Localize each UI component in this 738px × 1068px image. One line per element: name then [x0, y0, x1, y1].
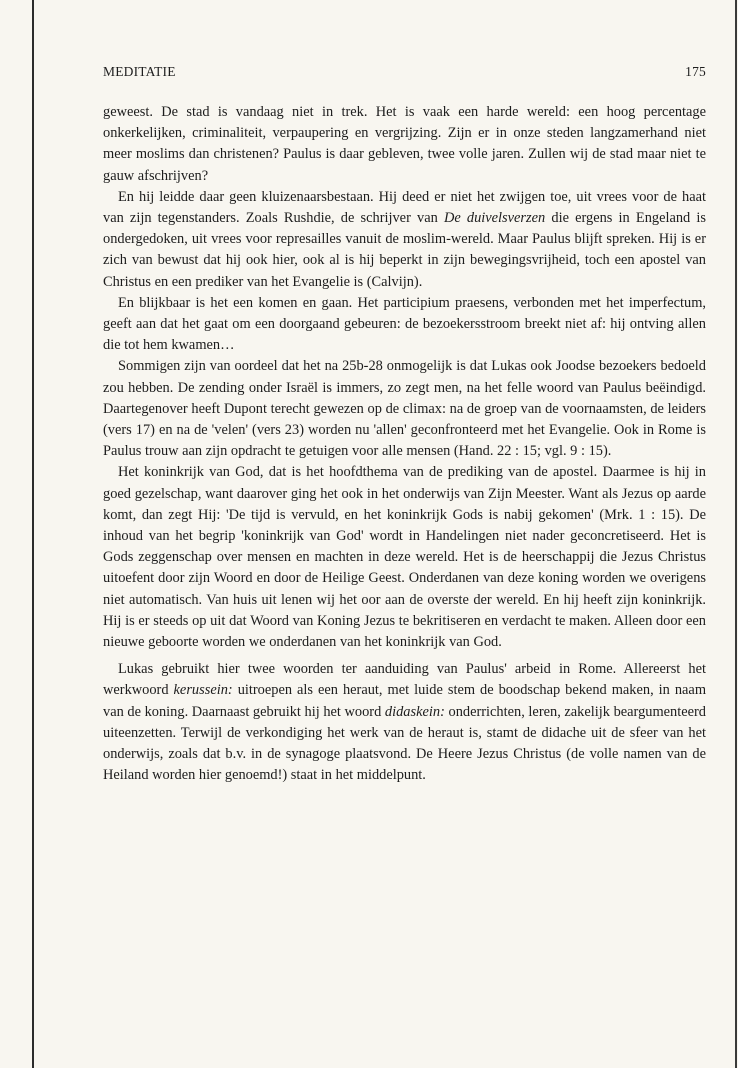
scan-edge-right	[735, 0, 737, 1068]
paragraph-6	[103, 659, 706, 786]
paragraph-6-part-b: uitroepen als een heraut, met luide stem de boodschap bekend maken, in naam van de koning. Daarnaast gebruikt hij het woord	[103, 682, 707, 720]
paragraph-5: Het koninkrijk van God, dat is het hoofdthema van de prediking van de apostel. Daarmee is hij in goed gezelschap, want daarover ging het ook in het onderwijs van Zijn Meester. Want als Jezus op aarde komt, dan zegt Hij: 'De tijd is vervuld, en het koninkrijk Gods is nabij gekomen' (Mrk. 1 : 15). De inhoud van het begrip 'koninkrijk van God' wordt in Handelingen niet nader geconcretiseerd. Het is Gods zeggenschap over mensen en machten in deze wereld. Het is de heerschappij die Jezus Christus uitoefent door zijn Woord en door de Heilige Geest. Onderdanen van deze koning worden we overigens niet automatisch. Van huis uit lenen wij het oor aan de overste der wereld. En hij heeft zijn koninkrijk. Hij is er steeds op uit dat Woord van Koning Jezus te bekritiseren en verdacht te maken. Alleen door een nieuwe geboorte worden we onderdanen van het koninkrijk van God.	[103, 464, 706, 651]
paragraph-2	[103, 187, 706, 293]
paragraph-2-part-a: En hij leidde daar geen kluizenaarsbestaan. Hij deed er niet het zwijgen toe, uit vrees voor de haat van zijn tegenstanders. Zoals Rushdie, de schrijver van	[103, 188, 706, 227]
scan-edge-left	[32, 0, 34, 1068]
paragraph-2-italic-title: De duivelsverzen	[443, 210, 546, 227]
section-title: MEDITATIE	[103, 64, 176, 79]
paragraph-6-part-a: Lukas gebruikt hier twee woorden ter aanduiding van Paulus' arbeid in Rome. Allereerst het werkwoord	[103, 661, 706, 699]
body-text	[103, 102, 706, 787]
paragraph-2-part-b: die ergens in Engeland is ondergedoken, uit vrees voor represailles vanuit de moslim-wereld. Maar Paulus blijft spreken. Hij is er zich van bewust dat hij ook hier, ook al is hij beperkt in zijn bewegingsvrijheid, toch een apostel van Christus en een prediker van het Evangelie is (Calvijn).	[103, 210, 706, 290]
paragraph-1: geweest. De stad is vandaag niet in trek. Het is vaak een harde wereld: een hoog percentage onkerkelijken, criminaliteit, verpaupering en vergrijzing. Zijn er in onze steden langzamerhand niet meer moslims dan christenen? Paulus is daar gebleven, twee volle jaren. Zullen wij de stad maar niet te gauw afschrijven?	[103, 104, 706, 184]
paragraph-4: Sommigen zijn van oordeel dat het na 25b-28 onmogelijk is dat Lukas ook Joodse bezoekers bedoeld zou hebben. De zending onder Israël is immers, zo zegt men, na het felle woord van Paulus beëindigd. Daartegenover heeft Dupont terecht gewezen op de climax: na de groep van de voornaamsten, de leiders (vers 17) en na de 'velen' (vers 23) worden nu 'allen' geconfronteerd met het Evangelie. Ook in Rome is Paulus trouw aan zijn opdracht te getuigen voor alle mensen (Hand. 22 : 15; vgl. 9 : 15).	[103, 358, 706, 460]
running-head	[103, 64, 706, 80]
paragraph-6-italic-kerussein: kerussein:	[173, 682, 233, 699]
paragraph-3: En blijkbaar is het een komen en gaan. Het participium praesens, verbonden met het imperfectum, geeft aan dat het gaat om een doorgaand gebeuren: de bezoekersstroom breekt niet af: hij ontving allen die tot hem kwamen…	[103, 294, 706, 354]
paragraph-6-part-c: onderrichten, leren, zakelijk beargumenteerd uiteenzetten. Terwijl de verkondiging het werk van de heraut is, stamt de didache uit de sfeer van het onderwijs, zoals dat b.v. in de synagoge plaatsvond. De Heere Jezus Christus (de volle namen van de Heiland worden hier genoemd!) staat in het middelpunt.	[103, 703, 706, 784]
paragraph-6-italic-didaskein: didaskein:	[384, 703, 445, 720]
page-number: 175	[685, 64, 706, 79]
book-page	[103, 64, 706, 787]
